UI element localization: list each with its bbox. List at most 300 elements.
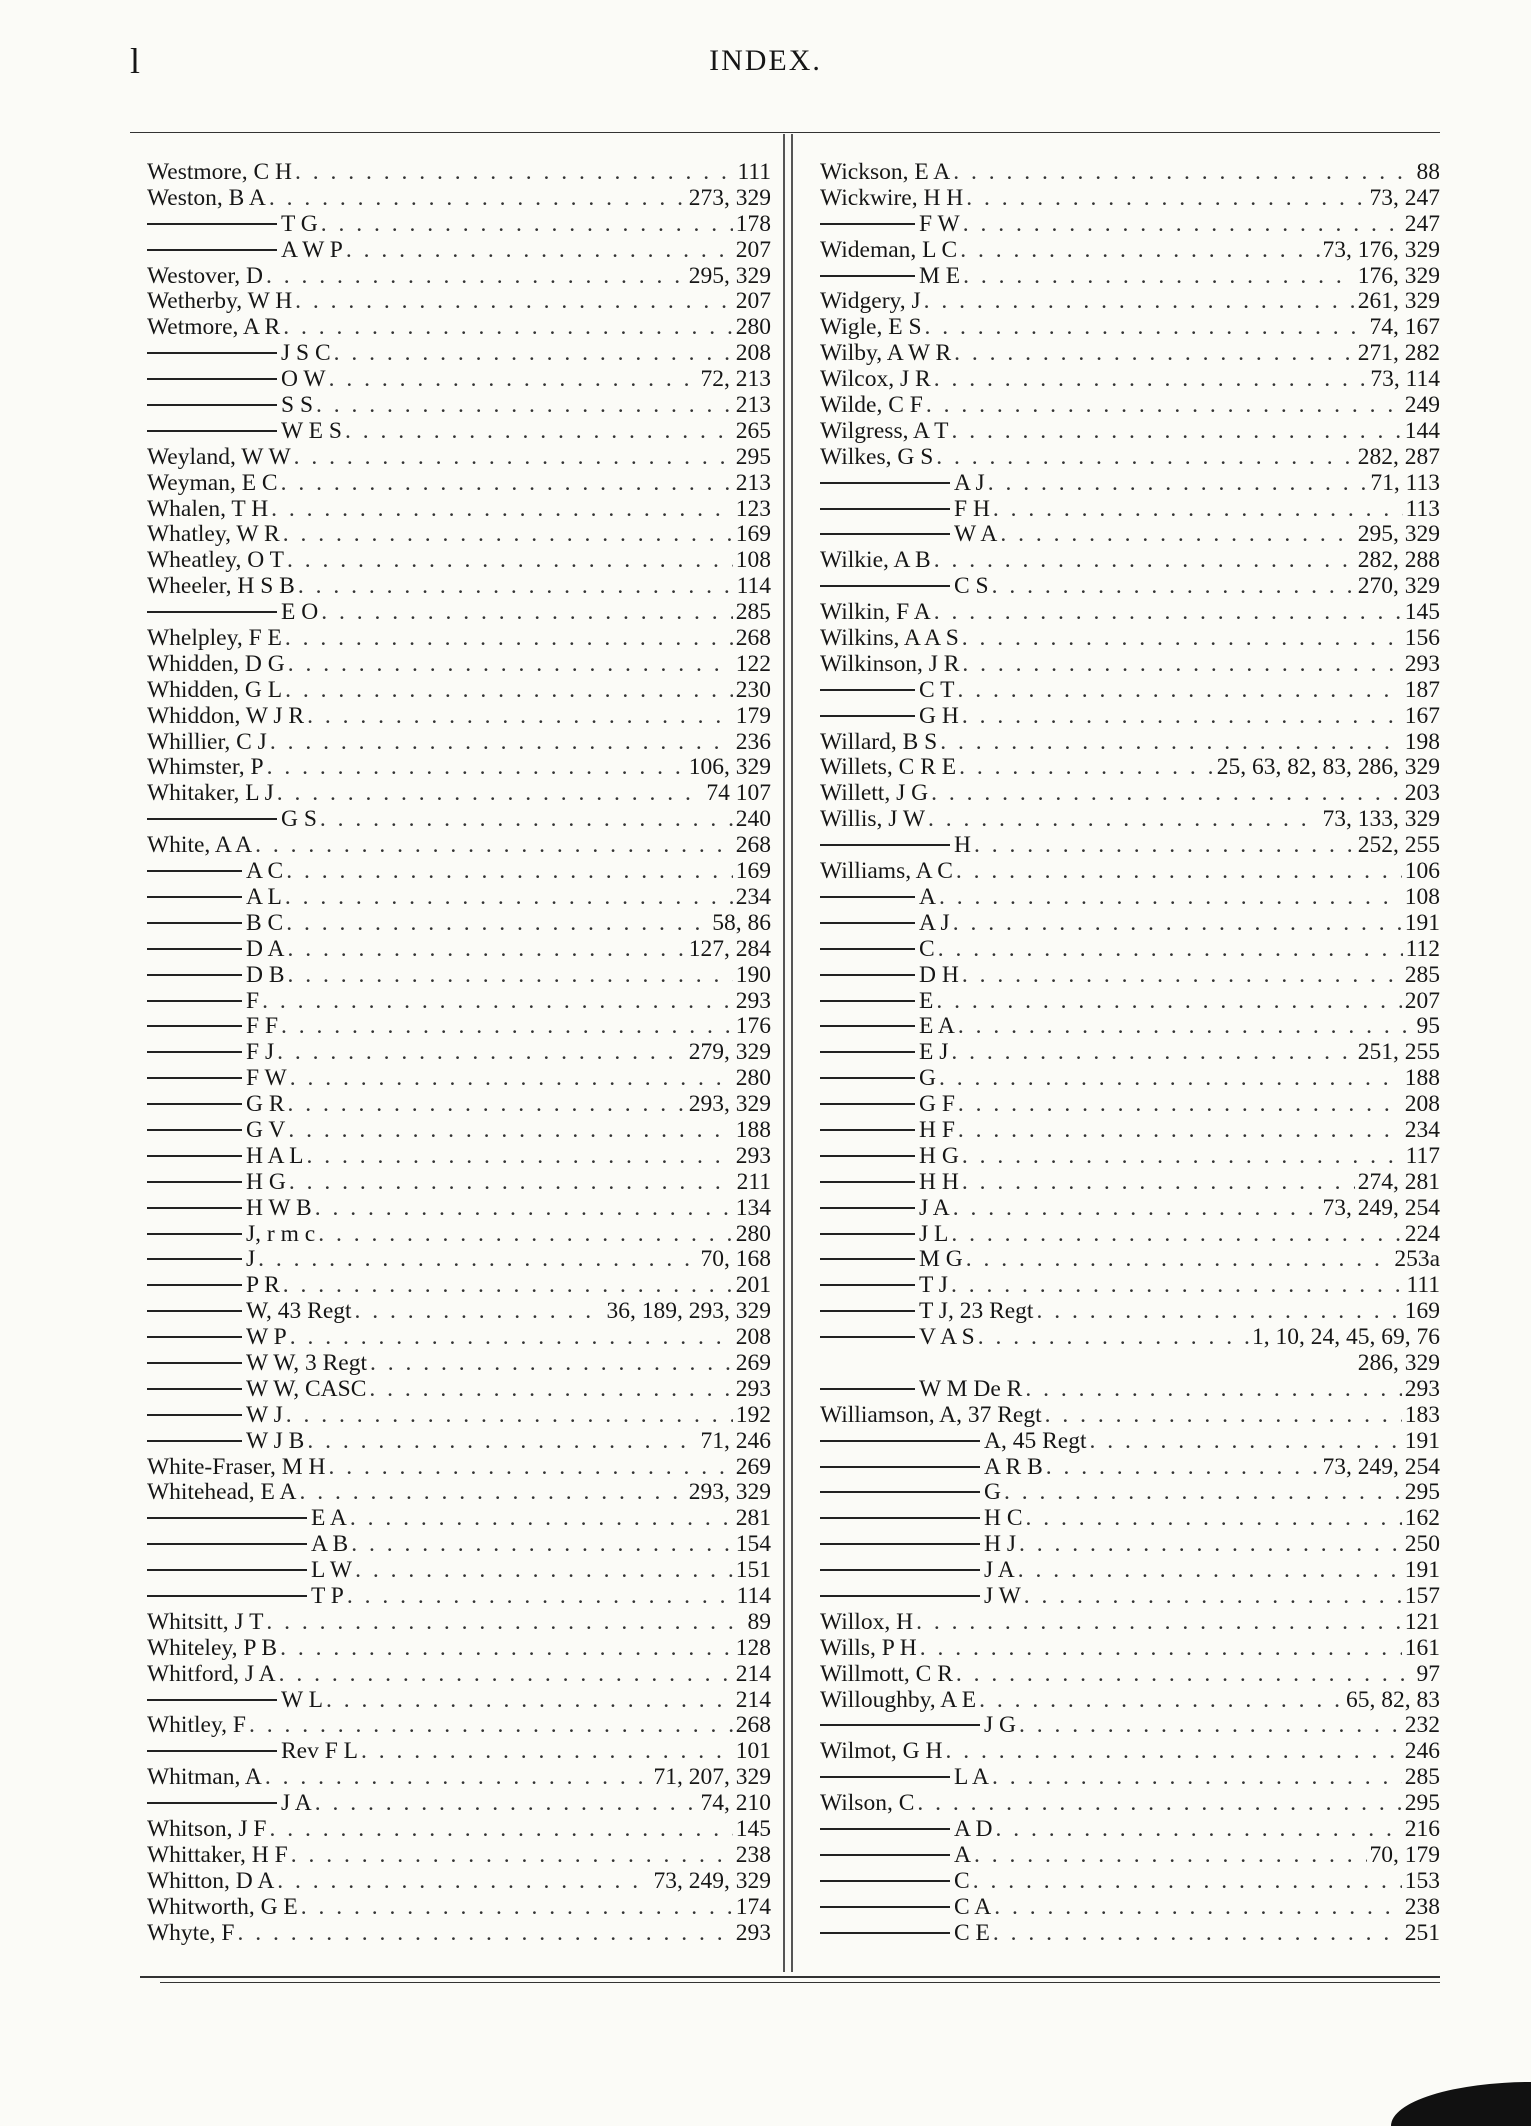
entry-name: A <box>954 1841 971 1868</box>
entry-pages: 238 <box>1404 1893 1440 1920</box>
dot-leader <box>951 1273 1404 1299</box>
entry-pages: 293, 329 <box>688 1479 771 1506</box>
index-entry <box>147 1843 771 1869</box>
index-entry <box>820 730 1440 756</box>
ditto-rule <box>147 1388 242 1390</box>
entry-pages: 214 <box>735 1686 771 1713</box>
dot-leader <box>281 1014 733 1040</box>
index-entry <box>820 497 1440 523</box>
dot-leader <box>320 807 733 833</box>
dot-leader <box>351 1532 733 1558</box>
entry-name: Whillier, C J <box>147 728 267 755</box>
top-rule <box>130 132 1440 133</box>
ditto-rule <box>820 223 915 225</box>
index-entry <box>820 1247 1440 1273</box>
ditto-rule <box>147 611 277 613</box>
entry-pages: 282, 288 <box>1357 547 1440 574</box>
dot-leader <box>954 341 1355 367</box>
ditto-rule <box>820 533 950 535</box>
dot-leader <box>315 1196 733 1222</box>
index-entry <box>147 1791 771 1817</box>
index-entry <box>147 1170 771 1196</box>
dot-leader <box>958 1014 1414 1040</box>
index-entry <box>147 419 771 445</box>
entry-name: F W <box>919 210 960 237</box>
index-entry <box>820 1455 1440 1481</box>
dot-leader <box>350 1506 733 1532</box>
entry-pages: 162 <box>1404 1505 1440 1532</box>
entry-pages: 117 <box>1405 1142 1440 1169</box>
entry-name: F W <box>246 1065 287 1092</box>
entry-pages: 144 <box>1404 417 1440 444</box>
entry-name: Whitsitt, J T <box>147 1608 264 1635</box>
dot-leader <box>993 497 1403 523</box>
entry-name: Wilby, A W R <box>820 340 952 367</box>
entry-name: S S <box>281 392 314 419</box>
ditto-rule <box>147 223 277 225</box>
entry-pages: 112 <box>1405 935 1440 962</box>
entry-name: Whyte, F <box>147 1919 235 1946</box>
dot-leader <box>291 1843 733 1869</box>
entry-name: T P <box>311 1582 344 1609</box>
dot-leader <box>938 937 1403 963</box>
entry-pages: 74, 167 <box>1369 314 1440 341</box>
dot-leader <box>288 1092 686 1118</box>
index-entry <box>147 1066 771 1092</box>
entry-pages: 207 <box>735 288 771 315</box>
index-entry <box>147 1558 771 1584</box>
entry-pages: 183 <box>1404 1401 1440 1428</box>
ditto-rule <box>147 1077 242 1079</box>
entry-name: Wilkinson, J R <box>820 650 960 677</box>
entry-pages: 128 <box>735 1634 771 1661</box>
entry-pages: 111 <box>737 159 771 185</box>
entry-pages: 203 <box>1404 780 1440 807</box>
index-entry <box>820 1843 1440 1869</box>
entry-pages: 293 <box>735 1375 771 1402</box>
ditto-rule <box>820 1880 950 1882</box>
entry-name: Wilgress, A T <box>820 417 949 444</box>
entry-pages: 293 <box>735 987 771 1014</box>
dot-leader <box>283 315 733 341</box>
dot-leader <box>940 730 1402 756</box>
ditto-rule <box>820 1284 915 1286</box>
entry-pages: 230 <box>735 676 771 703</box>
entry-pages: 269 <box>735 1349 771 1376</box>
entry-name: Whitaker, L J <box>147 780 274 807</box>
scan-shadow <box>1391 2082 1531 2126</box>
dot-leader <box>974 1843 1367 1869</box>
dot-leader <box>993 1921 1402 1947</box>
entry-name: Wetmore, A R <box>147 314 281 341</box>
index-entry <box>147 186 771 212</box>
entry-pages: 178 <box>735 210 771 237</box>
entry-pages: 295, 329 <box>1357 521 1440 548</box>
dot-leader <box>925 315 1367 341</box>
entry-name: H G <box>919 1142 959 1169</box>
entry-pages: 101 <box>735 1738 771 1765</box>
entry-pages: 153 <box>1404 1867 1440 1894</box>
entry-pages: 134 <box>735 1194 771 1221</box>
index-entry <box>147 911 771 937</box>
entry-name: D A <box>246 935 285 962</box>
ditto-rule <box>820 1129 915 1131</box>
entry-name: G S <box>281 806 317 833</box>
index-entry <box>147 1584 771 1610</box>
dot-leader <box>355 1558 733 1584</box>
index-entry <box>147 289 771 315</box>
index-entry <box>147 704 771 730</box>
entry-pages: 208 <box>735 340 771 367</box>
ditto-rule <box>820 1388 915 1390</box>
entry-name: Willmott, C R <box>820 1660 953 1687</box>
ditto-rule <box>820 482 950 484</box>
ditto-rule <box>820 1595 980 1597</box>
entry-pages: 211 <box>736 1168 771 1195</box>
entry-pages: 295 <box>735 443 771 470</box>
entry-name: A, 45 Regt <box>984 1427 1087 1454</box>
ditto-rule <box>147 1517 307 1519</box>
entry-name: A R B <box>984 1453 1043 1480</box>
ditto-rule <box>820 1543 980 1545</box>
dot-leader <box>936 989 1401 1015</box>
entry-pages: 273, 329 <box>688 184 771 211</box>
entry-name: Wickwire, H H <box>820 184 964 211</box>
index-entry <box>820 1713 1440 1739</box>
ditto-rule <box>820 948 915 950</box>
dot-leader <box>936 445 1354 471</box>
entry-name: Whitman, A <box>147 1764 262 1791</box>
index-entry <box>820 1273 1440 1299</box>
dot-leader <box>979 1688 1343 1714</box>
index-entry <box>147 341 771 367</box>
entry-pages: 274, 281 <box>1357 1168 1440 1195</box>
entry-name: F H <box>954 495 990 522</box>
entry-pages: 73, 114 <box>1370 366 1440 393</box>
dot-leader <box>953 911 1402 937</box>
entry-pages: 201 <box>735 1272 771 1299</box>
index-entry <box>147 1144 771 1170</box>
index-entry <box>820 393 1440 419</box>
entry-name: W A <box>954 521 998 548</box>
index-entry <box>147 989 771 1015</box>
ditto-rule <box>820 922 915 924</box>
ditto-rule <box>820 1569 980 1571</box>
ditto-rule <box>820 1724 980 1726</box>
ditto-rule <box>147 1258 242 1260</box>
entry-name: Wilde, C F <box>820 392 923 419</box>
dot-leader <box>288 652 733 678</box>
index-entry <box>147 1765 771 1791</box>
dot-leader <box>346 238 733 264</box>
entry-pages: 293 <box>735 1919 771 1946</box>
dot-leader <box>265 1765 651 1791</box>
ditto-rule <box>820 1207 915 1209</box>
index-entry <box>147 445 771 471</box>
dot-leader <box>285 885 733 911</box>
entry-pages: 74, 210 <box>700 1790 771 1817</box>
dot-leader <box>988 471 1368 497</box>
entry-pages: 268 <box>735 1712 771 1739</box>
entry-pages: 293, 329 <box>688 1091 771 1118</box>
entry-name: H C <box>984 1505 1023 1532</box>
entry-name: W L <box>281 1686 323 1713</box>
entry-name: Widgery, J <box>820 288 921 315</box>
dot-leader <box>1024 1584 1402 1610</box>
entry-name: C E <box>954 1919 990 1946</box>
entry-name: White, A A <box>147 832 253 859</box>
entry-pages: 191 <box>1404 1557 1440 1584</box>
entry-name: A J <box>919 909 950 936</box>
entry-name: Westover, D <box>147 262 263 289</box>
dot-leader <box>269 186 686 212</box>
entry-name: Wills, P H <box>820 1634 917 1661</box>
dot-leader <box>267 755 686 781</box>
entry-name: Whitehead, E A <box>147 1479 297 1506</box>
index-entry <box>147 522 771 548</box>
index-entry <box>820 1170 1440 1196</box>
ditto-rule <box>820 585 950 587</box>
entry-name: H W B <box>246 1194 312 1221</box>
entry-name: J W <box>984 1582 1021 1609</box>
entry-pages: 169 <box>735 521 771 548</box>
dot-leader <box>966 186 1366 212</box>
dot-leader <box>953 160 1413 186</box>
dot-leader <box>962 1144 1403 1170</box>
dot-leader <box>924 289 1355 315</box>
index-entry <box>147 1118 771 1144</box>
entry-pages: 238 <box>735 1841 771 1868</box>
entry-pages: 253a <box>1394 1246 1440 1273</box>
entry-pages: 198 <box>1404 728 1440 755</box>
index-entry <box>147 755 771 781</box>
index-entry <box>820 807 1440 833</box>
entry-name: Willis, J W <box>820 806 926 833</box>
index-entry <box>147 548 771 574</box>
ditto-rule <box>147 430 277 432</box>
index-entry <box>147 1636 771 1662</box>
dot-leader <box>958 1118 1402 1144</box>
entry-pages: 285 <box>1404 1764 1440 1791</box>
dot-leader <box>318 1222 733 1248</box>
entry-name: Westmore, C H <box>147 159 292 185</box>
entry-pages: 108 <box>735 547 771 574</box>
entry-pages: 123 <box>735 495 771 522</box>
index-entry <box>820 859 1440 885</box>
ditto-rule <box>147 1103 242 1105</box>
entry-name: Wilkins, A A S <box>820 625 959 652</box>
index-entry <box>820 1532 1440 1558</box>
ditto-rule <box>147 1025 242 1027</box>
dot-leader <box>288 963 733 989</box>
dot-leader <box>277 1040 686 1066</box>
entry-pages: 188 <box>735 1116 771 1143</box>
entry-pages: 169 <box>1404 1298 1440 1325</box>
entry-name: Willets, C R E <box>820 754 957 781</box>
entry-name: G <box>984 1479 1001 1506</box>
entry-name: J, r m c <box>246 1220 316 1247</box>
entry-pages: 111 <box>1406 1272 1440 1299</box>
entry-pages: 156 <box>1404 625 1440 652</box>
ditto-rule <box>820 1466 980 1468</box>
entry-name: D H <box>919 961 959 988</box>
dot-leader <box>269 1817 732 1843</box>
ditto-rule <box>820 508 950 510</box>
entry-pages: 161 <box>1404 1634 1440 1661</box>
entry-name: H <box>954 832 971 859</box>
entry-pages: 73, 247 <box>1369 184 1440 211</box>
ditto-rule <box>147 922 242 924</box>
index-entry <box>147 626 771 652</box>
entry-pages: 293 <box>1404 650 1440 677</box>
dot-leader <box>1089 1429 1401 1455</box>
dot-leader <box>370 1351 733 1377</box>
ditto-rule <box>820 1491 980 1493</box>
dot-leader <box>963 212 1402 238</box>
ditto-rule <box>820 1025 915 1027</box>
entry-name: Whitson, J F <box>147 1816 267 1842</box>
entry-pages: 285 <box>735 599 771 626</box>
dot-leader <box>321 600 733 626</box>
entry-name: Wilkes, G S <box>820 443 934 470</box>
entry-pages: 251, 255 <box>1357 1039 1440 1066</box>
dot-leader <box>270 730 733 756</box>
index-entry <box>820 1765 1440 1791</box>
entry-pages: 282, 287 <box>1357 443 1440 470</box>
dot-leader <box>939 885 1402 911</box>
dot-leader <box>277 1869 650 1895</box>
index-entry <box>820 186 1440 212</box>
entry-name: J G <box>984 1712 1016 1739</box>
entry-pages: 176, 329 <box>1357 262 1440 289</box>
ditto-rule <box>820 1000 915 1002</box>
dot-leader <box>952 419 1402 445</box>
index-entry <box>147 1247 771 1273</box>
dot-leader <box>299 1480 685 1506</box>
index-entry <box>820 1817 1440 1843</box>
entry-pages: 122 <box>735 650 771 677</box>
entry-pages: 73, 176, 329 <box>1322 236 1440 263</box>
entry-pages: 270, 329 <box>1357 573 1440 600</box>
dot-leader <box>258 1247 697 1273</box>
ditto-rule <box>147 1414 242 1416</box>
entry-name: E A <box>311 1505 347 1532</box>
entry-pages: 252, 255 <box>1357 832 1440 859</box>
ditto-rule <box>147 870 242 872</box>
index-entry <box>147 1429 771 1455</box>
entry-pages: 97 <box>1416 1660 1440 1687</box>
entry-pages: 280 <box>735 314 771 341</box>
entry-pages: 280 <box>735 1065 771 1092</box>
entry-name: Whitford, J A <box>147 1660 276 1687</box>
entry-name: F F <box>246 1013 279 1040</box>
entry-pages: 192 <box>735 1401 771 1428</box>
entry-pages: 114 <box>736 573 771 600</box>
entry-pages: 71, 113 <box>1370 469 1440 496</box>
index-entry <box>820 885 1440 911</box>
index-column-right <box>820 160 1440 1946</box>
entry-pages: 70, 168 <box>700 1246 771 1273</box>
index-entry <box>820 1662 1440 1688</box>
entry-pages: 71, 207, 329 <box>653 1764 771 1791</box>
entry-pages: 268 <box>735 625 771 652</box>
entry-pages: 234 <box>735 883 771 910</box>
index-entry <box>820 315 1440 341</box>
entry-pages: 213 <box>735 392 771 419</box>
ditto-rule <box>820 1051 915 1053</box>
entry-name: W J <box>246 1401 283 1428</box>
entry-pages: 58, 86 <box>712 909 771 936</box>
entry-name: L A <box>954 1764 990 1791</box>
dot-leader <box>1019 1713 1402 1739</box>
index-entry <box>820 626 1440 652</box>
entry-name: H A L <box>246 1142 304 1169</box>
dot-leader <box>369 1377 732 1403</box>
index-entry <box>147 1351 771 1377</box>
index-entry <box>147 1506 771 1532</box>
dot-leader <box>326 1688 733 1714</box>
entry-pages: 89 <box>747 1608 771 1635</box>
entry-pages: 207 <box>1404 987 1440 1014</box>
entry-pages: 251 <box>1404 1919 1440 1946</box>
index-entry <box>147 807 771 833</box>
ditto-rule <box>147 1000 242 1002</box>
index-entry <box>820 419 1440 445</box>
dot-leader <box>289 1170 734 1196</box>
entry-name: P R <box>246 1272 280 1299</box>
entry-name: C T <box>919 676 955 703</box>
entry-pages: 281 <box>735 1505 771 1532</box>
dot-leader <box>298 574 734 600</box>
index-entry <box>820 1403 1440 1429</box>
entry-pages: 106, 329 <box>688 754 771 781</box>
dot-leader <box>957 678 1401 704</box>
entry-pages: 188 <box>1404 1065 1440 1092</box>
dot-leader <box>288 1118 732 1144</box>
index-entry <box>147 1455 771 1481</box>
dot-leader <box>994 1895 1402 1921</box>
ditto-rule <box>147 1129 242 1131</box>
entry-name: Willett, J G <box>820 780 929 807</box>
entry-name: Wickson, E A <box>820 159 951 185</box>
dot-leader <box>285 626 733 652</box>
ditto-rule <box>147 1699 277 1701</box>
entry-name: F J <box>246 1039 275 1066</box>
dot-leader <box>329 1455 733 1481</box>
ditto-rule <box>147 249 277 251</box>
entry-pages: 208 <box>735 1324 771 1351</box>
index-entry <box>820 678 1440 704</box>
entry-pages: 208 <box>1404 1091 1440 1118</box>
entry-pages: 295 <box>1404 1790 1440 1817</box>
entry-pages: 72, 213 <box>700 366 771 393</box>
index-entry <box>820 1299 1440 1325</box>
index-entry <box>820 1066 1440 1092</box>
dot-leader <box>951 1040 1354 1066</box>
dot-leader <box>926 393 1402 419</box>
entry-pages: 295, 329 <box>688 262 771 289</box>
ditto-rule <box>820 1336 915 1338</box>
entry-name: A <box>919 883 936 910</box>
entry-pages: 106 <box>1404 858 1440 885</box>
dot-leader <box>295 160 735 186</box>
index-entry <box>820 238 1440 264</box>
dot-leader <box>266 1610 744 1636</box>
index-entry <box>147 1895 771 1921</box>
entry-pages: 286, 329 <box>1357 1349 1440 1376</box>
dot-leader <box>992 1765 1402 1791</box>
index-entry <box>820 755 1440 781</box>
